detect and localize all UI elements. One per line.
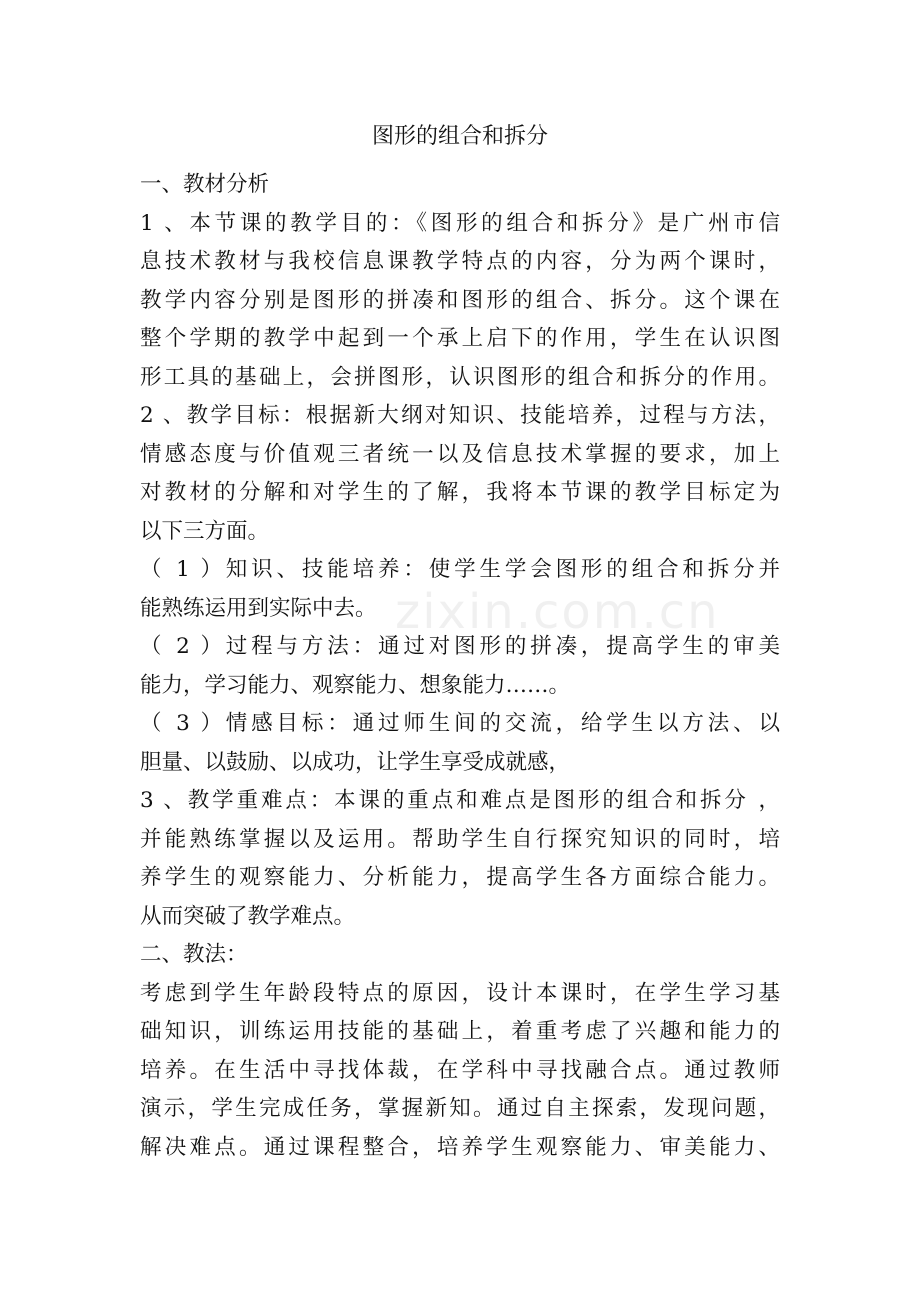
paragraph-line: （ 1 ）知识、技能培养：使学生学会图形的组合和拆分并 [140,557,780,582]
paragraph-line: 对教材的分解和对学生的了解，我将本节课的教学目标定为 [140,480,780,505]
paragraph-line: 2 、教学目标：根据新大纲对知识、技能培养，过程与方法， [140,403,780,428]
paragraph-line: 形工具的基础上，会拼图形，认识图形的组合和拆分的作用。 [140,364,780,390]
paragraph-line: 础知识，训练运用技能的基础上，着重考虑了兴趣和能力的 [140,1019,780,1044]
paragraph-line: 养学生的观察能力、分析能力，提高学生各方面综合能力。 [140,865,780,890]
paragraph-line: 情感态度与价值观三者统一以及信息技术掌握的要求，加上 [140,441,780,467]
paragraph-line: 演示，学生完成任务，掌握新知。通过自主探索，发现问题， [140,1096,780,1121]
paragraph-line: 整个学期的教学中起到一个承上启下的作用，学生在认识图 [140,326,780,351]
paragraph-line: 考虑到学生年龄段特点的原因，设计本课时，在学生学习基 [140,980,780,1006]
paragraph-line: 胆量、以鼓励、以成功，让学生享受成就感， [140,749,571,775]
paragraph-line: 1 、本节课的教学目的：《图形的组合和拆分》是广州市信 [140,210,780,236]
document-title: 图形的组合和拆分 [371,124,548,149]
paragraph-line: （ 3 ）情感目标：通过师生间的交流，给学生以方法、以 [140,711,780,736]
paragraph-line: 教学内容分别是图形的拼凑和图形的组合、拆分。这个课在 [140,287,780,313]
section-heading: 二、教法： [140,942,248,967]
paragraph-line: 从而突破了教学难点。 [140,903,356,929]
paragraph-line: 解决难点。通过课程整合，培养学生观察能力、审美能力、 [140,1134,780,1160]
paragraph-line: 以下三方面。 [140,518,270,544]
paragraph-line: （ 2 ）过程与方法：通过对图形的拼凑，提高学生的审美 [140,634,780,659]
paragraph-line: 能熟练运用到实际中去。 [140,595,377,621]
paragraph-line: 并能熟练掌握以及运用。帮助学生自行探究知识的同时，培 [140,826,780,852]
paragraph-line: 息技术教材与我校信息课教学特点的内容，分为两个课时， [140,249,780,274]
document-body [140,166,780,1167]
section-heading: 一、教材分析 [140,172,270,197]
watermark: zixin.com.cn [395,584,720,640]
paragraph-line: 培养。在生活中寻找体裁，在学科中寻找融合点。通过教师 [140,1057,780,1083]
paragraph-line: 3 、教学重难点：本课的重点和难点是图形的组合和拆分 ， [140,788,780,813]
paragraph-line: 能力，学习能力、观察能力、想象能力……。 [140,672,571,698]
